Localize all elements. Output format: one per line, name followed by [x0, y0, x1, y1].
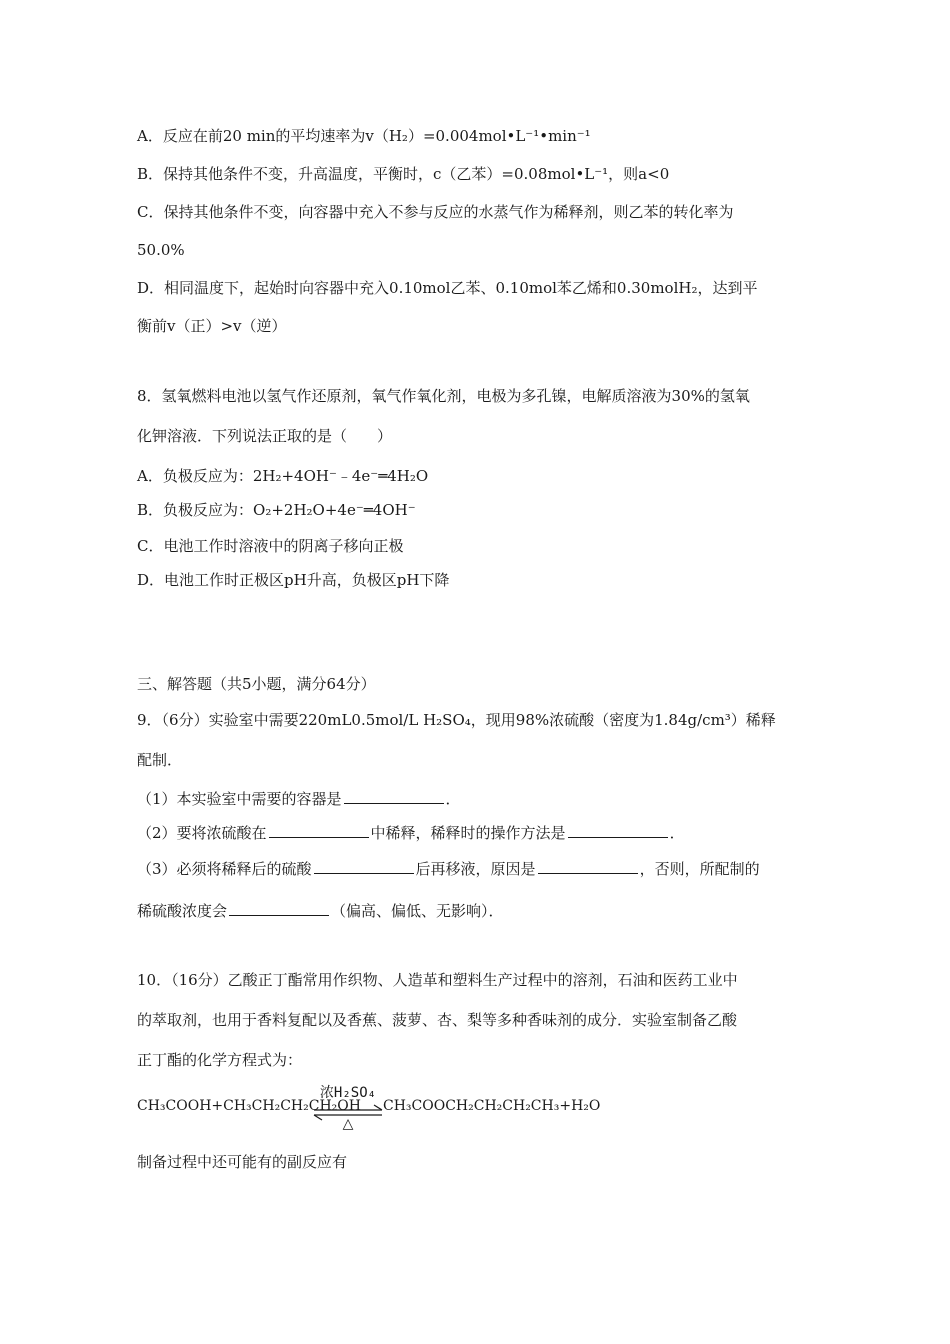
- equation-products: CH₃COOCH₂CH₂CH₂CH₃+H₂O: [383, 1098, 601, 1114]
- question-8-stem: 8．氢氧燃料电池以氢气作还原剂，氧气作氧化剂，电极为多孔镍，电解质溶液为30%的氢氧: [137, 387, 750, 405]
- option-c-q7-cont: 50.0%: [137, 241, 185, 259]
- question-9-part-1: [137, 788, 461, 809]
- part-2-text-mid: 中稀释，稀释时的操作方法是: [370, 824, 566, 842]
- part-3-text: （3）必须将稀释后的硫酸: [137, 860, 312, 878]
- part-3-cont-text: 稀硫酸浓度会: [137, 902, 228, 920]
- question-10-stem-cont: 的萃取剂，也用于香料复配以及香蕉、菠萝、杏、梨等多种香味剂的成分．实验室制备乙酸: [137, 1011, 738, 1029]
- option-c-q8: C．电池工作时溶液中的阴离子移向正极: [137, 537, 404, 555]
- question-9-part-3: [137, 858, 760, 879]
- answer-blank[interactable]: [269, 822, 369, 838]
- part-3-text-mid: 后再移液，原因是: [415, 860, 536, 878]
- reversible-arrow: [312, 1085, 384, 1138]
- option-d-q7-cont: 衡前v（正）>v（逆）: [137, 317, 287, 335]
- option-a-q7: A．反应在前20 min的平均速率为v（H₂）=0.004mol•L⁻¹•min⁻¹: [137, 127, 591, 145]
- option-a-q8: A．负极反应为：2H₂+4OH⁻﹣4e⁻═4H₂O: [137, 467, 429, 485]
- part-2-text: （2）要将浓硫酸在: [137, 824, 267, 842]
- question-9-stem: 9．（6分）实验室中需要220mL0.5mol/L H₂SO₄，现用98%浓硫酸（密度为1.84g/cm³）稀释: [137, 711, 776, 729]
- question-10-side-reaction-prompt: 制备过程中还可能有的副反应有: [137, 1153, 348, 1171]
- answer-blank[interactable]: [314, 858, 414, 874]
- answer-blank[interactable]: [538, 858, 638, 874]
- part-2-end: ．: [669, 824, 685, 842]
- part-1-text: （1）本实验室中需要的容器是: [137, 790, 342, 808]
- question-9-stem-cont: 配制．: [137, 751, 183, 769]
- answer-blank[interactable]: [344, 788, 444, 804]
- option-c-q7: C．保持其他条件不变，向容器中充入不参与反应的水蒸气作为稀释剂，则乙苯的转化率为: [137, 203, 734, 221]
- question-9-part-2: [137, 822, 685, 843]
- part-3-text-end: ，否则，所配制的: [639, 860, 760, 878]
- chemical-equation: [137, 1085, 837, 1148]
- answer-blank[interactable]: [229, 900, 329, 916]
- option-b-q7: B．保持其他条件不变，升高温度，平衡时，c（乙苯）=0.08mol•L⁻¹，则a<0: [137, 165, 670, 183]
- reaction-condition-heat: △: [342, 1116, 354, 1132]
- question-8-stem-cont: 化钾溶液．下列说法正取的是（ ）: [137, 427, 393, 445]
- answer-blank[interactable]: [568, 822, 668, 838]
- equation-reactants: CH₃COOH+CH₃CH₂CH₂CH₂OH: [137, 1098, 361, 1114]
- option-d-q8: D．电池工作时正极区pH升高，负极区pH下降: [137, 571, 450, 589]
- option-d-q7: D．相同温度下，起始时向容器中充入0.10mol乙苯、0.10mol苯乙烯和0.30molH₂，达到平: [137, 279, 758, 297]
- part-3-cont-end: （偏高、偏低、无影响）．: [331, 902, 504, 920]
- option-b-q8: B．负极反应为：O₂+2H₂O+4e⁻═4OH⁻: [137, 501, 416, 519]
- question-10-stem: 10．（16分）乙酸正丁酯常用作织物、人造革和塑料生产过程中的溶剂，石油和医药工业中: [137, 971, 738, 989]
- question-9-part-3-cont: [137, 900, 504, 921]
- question-10-stem-cont-2: 正丁酯的化学方程式为：: [137, 1051, 303, 1069]
- reaction-condition-catalyst: 浓H₂SO₄: [319, 1085, 377, 1101]
- section-heading: 三、解答题（共5小题，满分64分）: [137, 675, 376, 693]
- part-1-end: ．: [445, 790, 461, 808]
